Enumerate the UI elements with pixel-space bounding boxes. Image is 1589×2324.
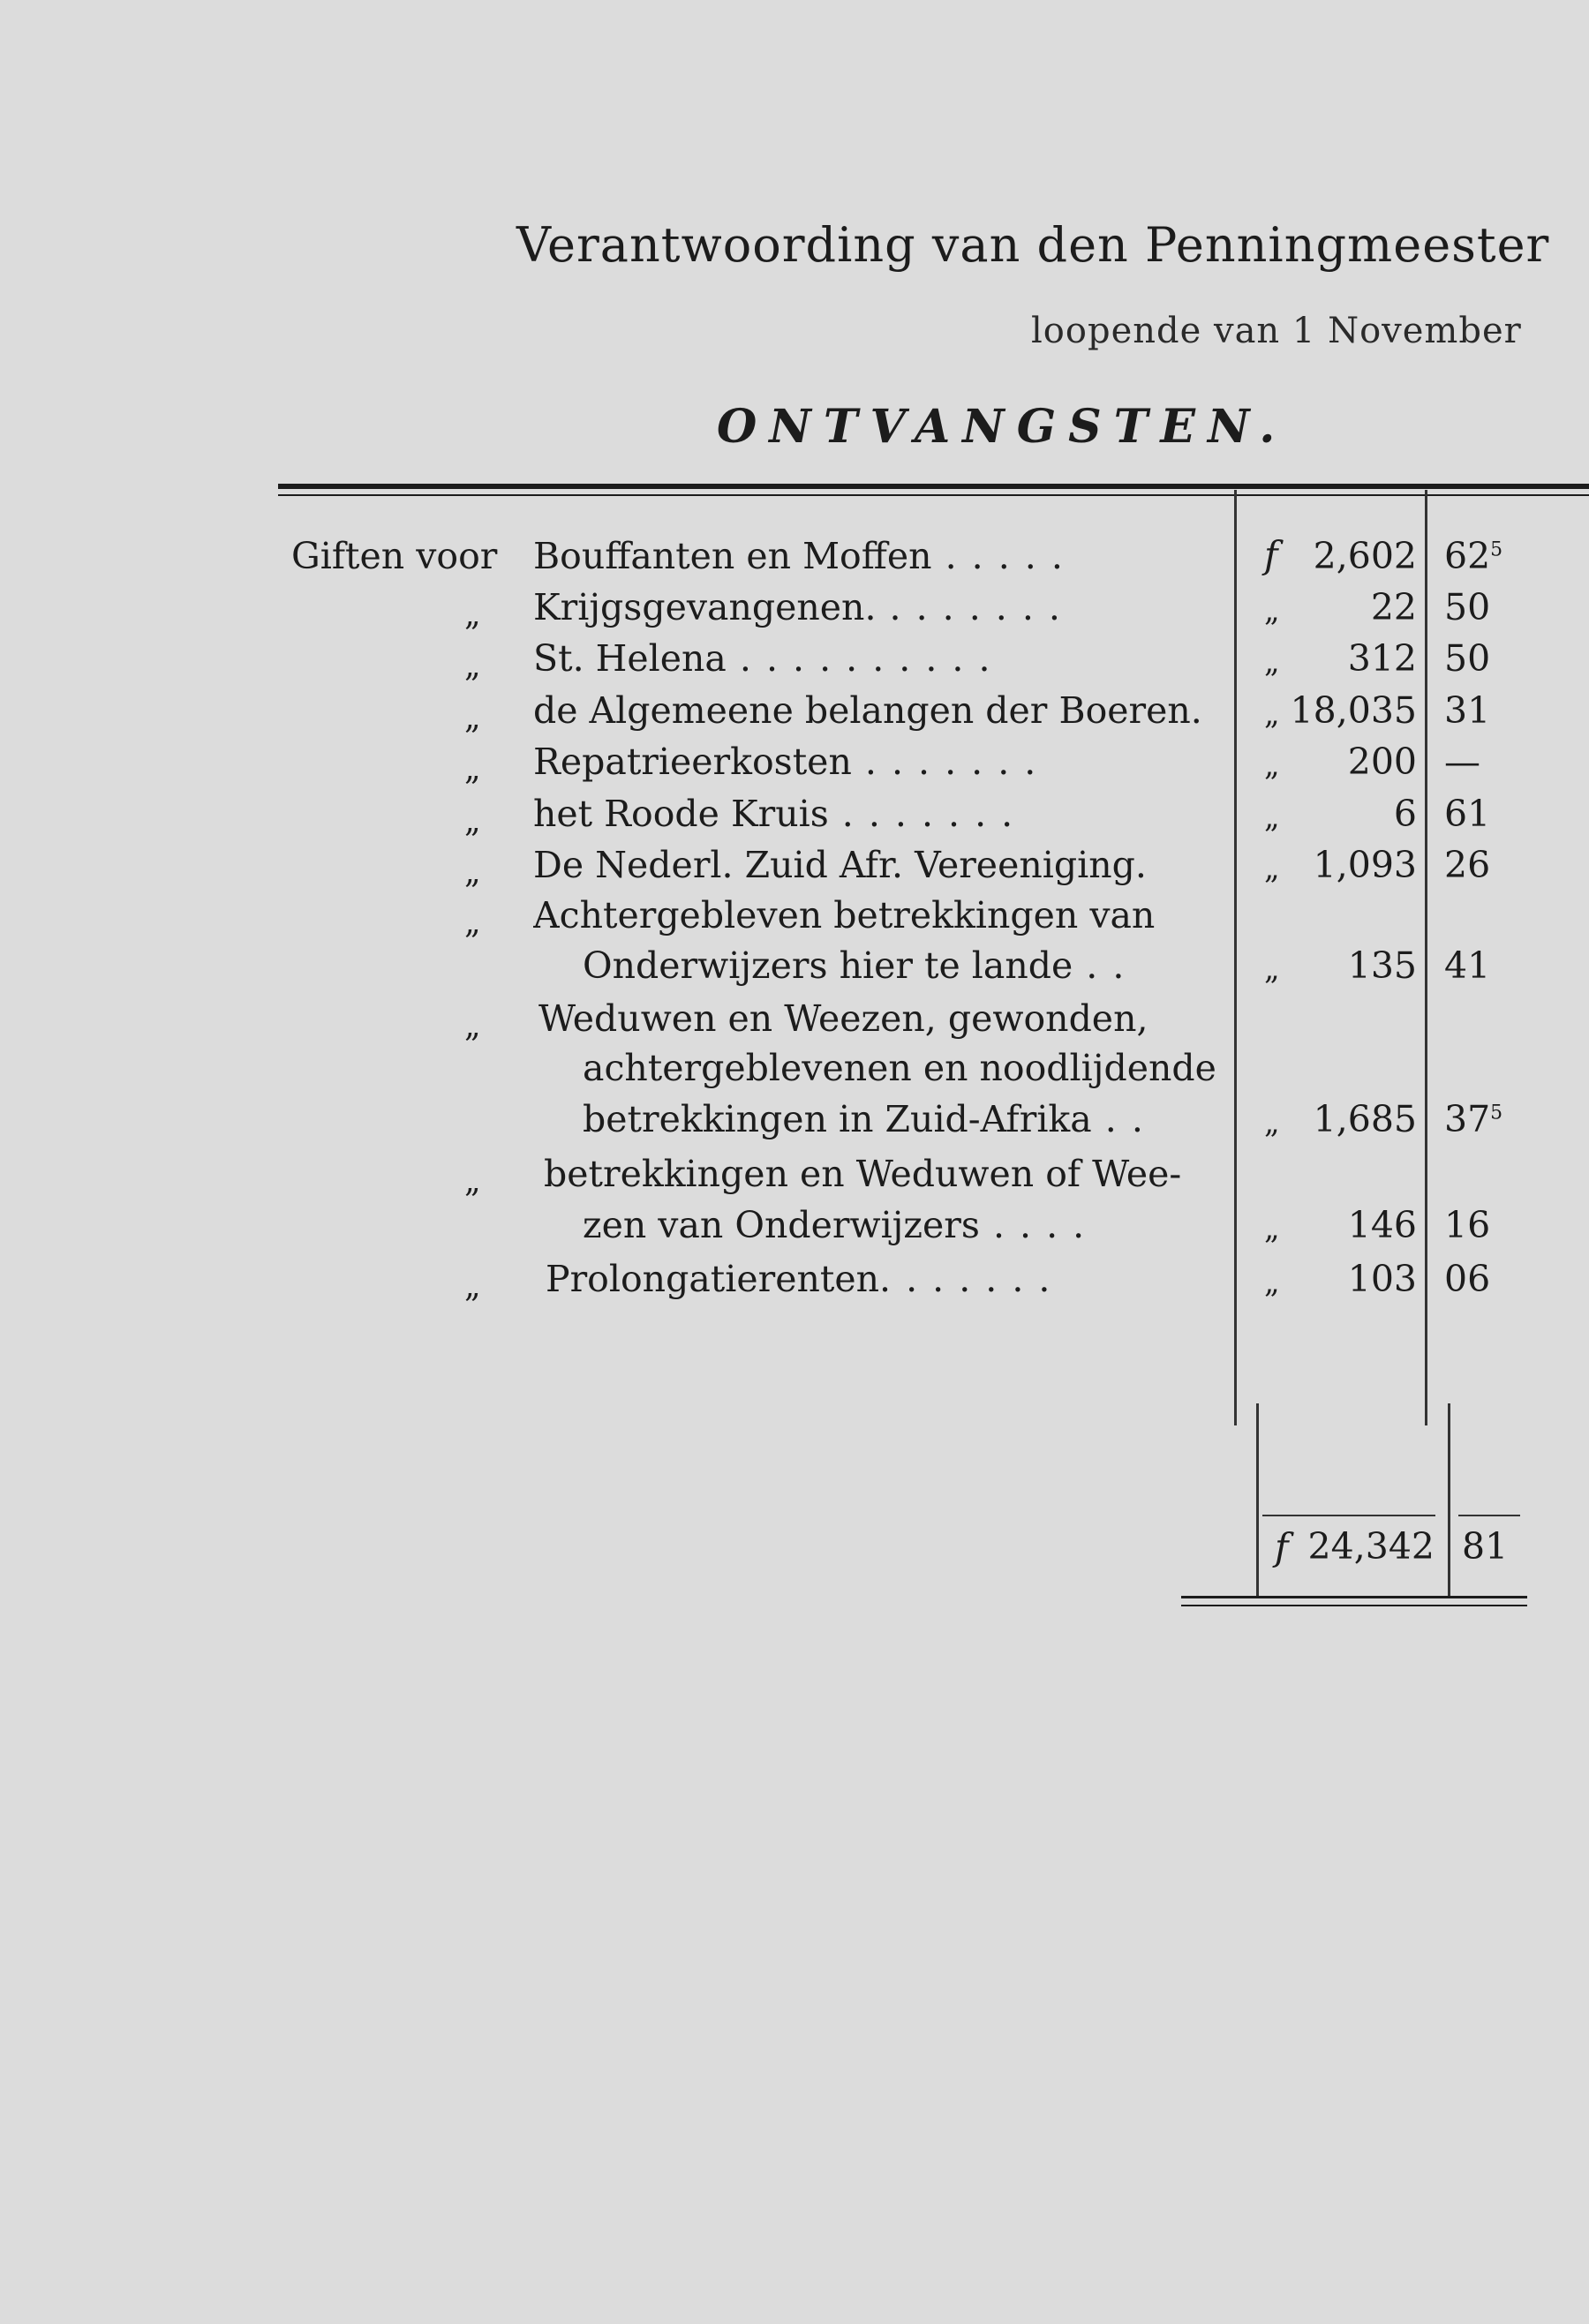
row-description <box>533 741 1218 783</box>
row-amount: 103 <box>1347 1258 1417 1300</box>
row-description <box>533 586 1218 628</box>
row-description <box>583 944 1218 987</box>
row-amount: 1,685 <box>1313 1098 1417 1140</box>
dot-leader: . . . . . . . <box>879 1258 1052 1300</box>
row-amount: 1,093 <box>1313 844 1417 886</box>
row-currency: „ <box>1264 644 1280 680</box>
row-amount: 200 <box>1347 741 1417 783</box>
ditto-mark: „ <box>464 905 481 941</box>
row-description-text: St. Helena <box>533 637 727 680</box>
subtotal-rule-cents <box>1458 1515 1520 1516</box>
total-currency: f <box>1275 1525 1289 1568</box>
row-currency: „ <box>1264 851 1280 886</box>
row-prefix: Giften voor <box>291 535 498 577</box>
row-currency: „ <box>1264 1105 1280 1140</box>
ditto-mark: „ <box>464 803 481 839</box>
row-description-text: zen van Onderwijzers <box>583 1204 980 1246</box>
row-description-text: Achtergebleven betrekkingen van <box>533 894 1156 936</box>
dot-leader: . . . . <box>979 1204 1087 1246</box>
table-row <box>0 997 1589 1042</box>
dot-leader: . . <box>1073 944 1126 987</box>
table-row <box>0 844 1589 891</box>
row-cents-value: 62 <box>1444 535 1491 577</box>
table-row <box>0 689 1589 736</box>
row-cents-value: 37 <box>1444 1098 1491 1140</box>
row-cents-value: 06 <box>1444 1258 1491 1300</box>
page-subtitle: loopende van 1 November <box>1031 311 1522 351</box>
total-rule-thick <box>1181 1596 1527 1598</box>
row-amount: 2,602 <box>1313 535 1417 577</box>
row-description-text: het Roode Kruis <box>533 793 829 835</box>
dot-leader: . . . . . . . . . . <box>726 637 992 680</box>
row-cents <box>1444 944 1490 987</box>
row-cents <box>1444 637 1490 680</box>
row-amount: 146 <box>1347 1204 1417 1246</box>
dot-leader: . . . . . <box>931 535 1065 577</box>
row-amount: 22 <box>1370 586 1417 628</box>
row-description <box>544 1153 1218 1195</box>
total-rule-thin <box>1181 1605 1527 1606</box>
table-row <box>0 1204 1589 1248</box>
row-cents <box>1444 535 1502 577</box>
table-row <box>0 1098 1589 1142</box>
table-row <box>0 637 1589 684</box>
table-row <box>0 1047 1589 1091</box>
row-amount: 6 <box>1393 793 1417 835</box>
table-row <box>0 586 1589 633</box>
row-description <box>533 535 1218 577</box>
row-currency: „ <box>1264 1211 1280 1246</box>
row-description-text: betrekkingen in Zuid-Afrika <box>583 1098 1092 1140</box>
row-currency: f <box>1264 533 1278 576</box>
table-row <box>0 535 1589 579</box>
dot-leader: . . . . . . . <box>876 586 1062 628</box>
row-cents-value: 31 <box>1444 689 1491 732</box>
row-cents-value: — <box>1444 741 1480 783</box>
row-description-text: Onderwijzers hier te lande <box>583 944 1073 987</box>
row-cents <box>1444 844 1490 886</box>
row-description-text: Weduwen en Weezen, gewonden, <box>538 997 1148 1040</box>
table-row <box>0 1258 1589 1305</box>
row-description <box>546 1258 1218 1300</box>
row-description <box>533 844 1218 886</box>
row-description-text: Repatrieerkosten <box>533 741 852 783</box>
table-row <box>0 1153 1589 1200</box>
row-description-text: Prolongatierenten <box>546 1258 880 1300</box>
row-currency: „ <box>1264 951 1280 987</box>
ditto-mark: „ <box>464 700 481 736</box>
row-cents-value: 16 <box>1444 1204 1491 1246</box>
row-currency: „ <box>1264 1265 1280 1300</box>
ditto-mark: „ <box>464 597 481 633</box>
table-row <box>0 741 1589 785</box>
row-cents-value: 61 <box>1444 793 1491 835</box>
subtotal-rule-amount <box>1262 1515 1435 1516</box>
ditto-mark: „ <box>464 1268 481 1305</box>
dot-leader: . . <box>1091 1098 1145 1140</box>
total-amount: 24,342 <box>1307 1525 1435 1568</box>
row-description <box>538 997 1218 1040</box>
ditto-mark: „ <box>464 1008 481 1044</box>
row-cents <box>1444 1204 1490 1246</box>
row-cents-fraction: 5 <box>1490 1102 1503 1124</box>
page-title: Verantwoording van den Penningmeester <box>516 217 1550 273</box>
row-description <box>533 637 1218 680</box>
ditto-mark: „ <box>464 1163 481 1200</box>
row-description <box>583 1047 1218 1089</box>
row-cents <box>1444 741 1480 783</box>
row-amount: 18,035 <box>1290 689 1417 732</box>
row-description <box>533 793 1218 835</box>
section-heading: ONTVANGSTEN. <box>717 400 1288 454</box>
row-description-text: Krijgsgevangenen. <box>533 586 877 628</box>
total-row <box>0 1525 1589 1569</box>
row-description-text: achtergeblevenen en noodlijdende <box>583 1047 1216 1089</box>
row-cents <box>1444 1258 1490 1300</box>
row-description <box>533 689 1218 732</box>
table-row <box>0 894 1589 941</box>
row-description-text: betrekkingen en Weduwen of Wee- <box>544 1153 1182 1195</box>
row-description-text: Bouffanten en Moffen <box>533 535 932 577</box>
row-amount: 312 <box>1347 637 1417 680</box>
table-row <box>0 793 1589 837</box>
dot-leader: . . . . . . . <box>828 793 1015 835</box>
table-row <box>0 944 1589 989</box>
row-description <box>583 1204 1218 1246</box>
row-currency: „ <box>1264 800 1280 835</box>
row-currency: „ <box>1264 748 1280 783</box>
ditto-mark: „ <box>464 854 481 891</box>
dot-leader: . . . . . . . <box>851 741 1038 783</box>
row-cents-value: 26 <box>1444 844 1491 886</box>
row-cents <box>1444 1098 1502 1140</box>
row-cents <box>1444 793 1490 835</box>
row-cents <box>1444 689 1490 732</box>
row-currency: „ <box>1264 696 1280 732</box>
row-description-text: De Nederl. Zuid Afr. Vereeniging. <box>533 844 1147 886</box>
row-cents <box>1444 586 1490 628</box>
row-amount: 135 <box>1347 944 1417 987</box>
top-rule-thick <box>278 484 1589 489</box>
total-cents: 81 <box>1462 1525 1509 1568</box>
row-description <box>583 1098 1218 1140</box>
row-description-text: de Algemeene belangen der Boeren. <box>533 689 1202 732</box>
ditto-mark: „ <box>464 648 481 684</box>
row-cents-fraction: 5 <box>1490 538 1503 561</box>
top-rule-thin <box>278 494 1589 496</box>
row-currency: „ <box>1264 593 1280 628</box>
row-description <box>533 894 1218 936</box>
ditto-mark: „ <box>464 751 481 787</box>
row-cents-value: 41 <box>1444 944 1491 987</box>
row-cents-value: 50 <box>1444 637 1491 680</box>
row-cents-value: 50 <box>1444 586 1491 628</box>
